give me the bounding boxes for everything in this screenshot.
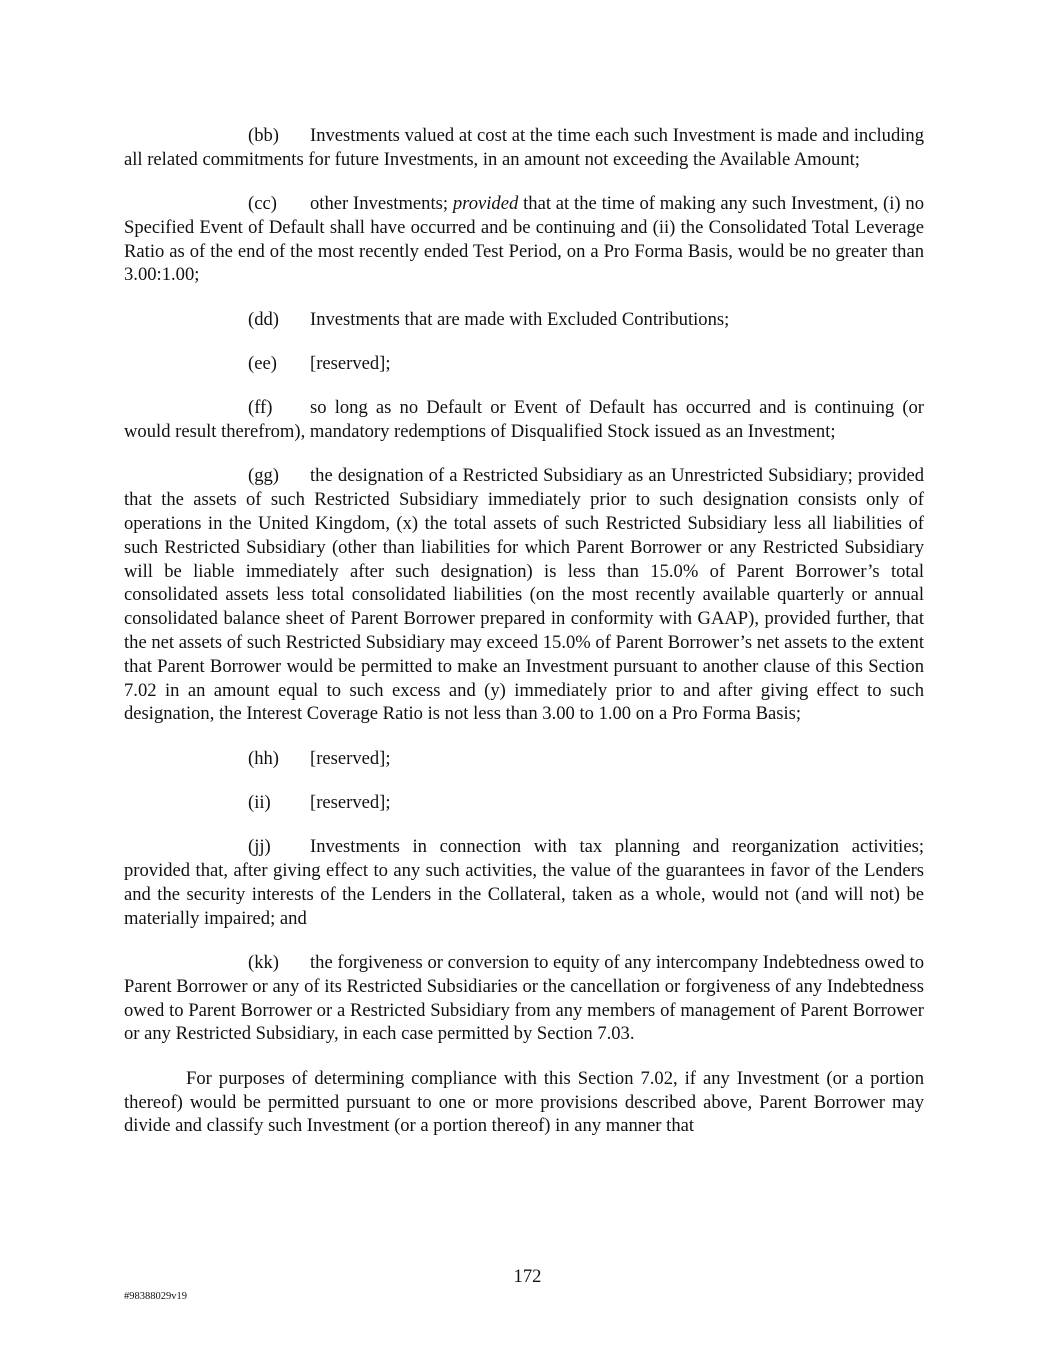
clause-gg [124,464,924,726]
clause-jj [124,835,924,930]
clause-text: Investments valued at cost at the time each such Investment is made and including all related commitments for future Investments, in an amount not exceeding the Available Amount; [124,125,924,170]
clause-bb [124,124,924,172]
clause-marker: (cc) [248,193,277,215]
clause-ii [124,791,924,815]
clause-hh [124,747,924,771]
clause-marker: (gg) [248,465,279,487]
clause-marker: (ii) [248,792,271,814]
clause-text: Investments that are made with Excluded Contributions; [310,308,730,330]
document-id: #98388029v19 [124,1291,187,1302]
clause-marker: (kk) [248,952,279,974]
final-paragraph: For purposes of determining compliance with this Section 7.02, if any Investment (or a portion thereof) would be permitted pursuant to one or more provisions described above, Parent Borrower may divide and classify such Investment (or a portion thereof) in any manner that [124,1067,924,1137]
clause-text: the designation of a Restricted Subsidiary as an Unrestricted Subsidiary; provided that the assets of such Restricted Subsidiary immediately prior to such designation consists only of operations in the United Kingdom, (x) the total assets of such Restricted Subsidiary less all liabilities of such Restricted Subsidiary (other than liabilities for which Parent Borrower or any Restricted Subsidiary will be liable immediately after such designation) is less than 15.0% of Parent Borrower’s total consolidated assets less total consolidated liabilities (on the most recently available quarterly or annual consolidated balance sheet of Parent Borrower prepared in conformity with GAAP), provided further, that the net assets of such Restricted Subsidiary may exceed 15.0% of Parent Borrower’s net assets to the extent that Parent Borrower would be permitted to make an Investment pursuant to another clause of this Section 7.02 in an amount equal to such excess and (y) immediately prior to and after giving effect to such designation, the Interest Coverage Ratio is not less than 3.00 to 1.00 on a Pro Forma Basis; [124,465,925,725]
clause-dd [124,308,924,332]
clause-text: [reserved]; [310,792,391,814]
clause-marker: (jj) [248,836,271,858]
clause-emphasis: provided [452,193,519,215]
clause-ff [124,396,924,444]
clause-cc [124,192,924,287]
clause-text: Investments in connection with tax planning and reorganization activities; provided that, after giving effect to any such activities, the value of the guarantees in favor of the Lenders and the security interests of the Lenders in the Collateral, taken as a whole, would not (and will not) be materially impaired; and [124,836,924,929]
clause-marker: (ff) [248,397,273,419]
clause-text: other Investments; [310,193,453,215]
clause-marker: (hh) [248,747,279,769]
clause-text: the forgiveness or conversion to equity of any intercompany Indebtedness owed to Parent Borrower or any of its Restricted Subsidiaries or the cancellation or forgiveness of any Indebtedness owed to Parent Borrower or a Restricted Subsidiary from any members of management of Parent Borrower or any Restricted Subsidiary, in each case permitted by Section 7.03. [124,952,924,1045]
clause-marker: (dd) [248,308,279,330]
clause-text: [reserved]; [310,353,391,375]
clause-marker: (ee) [248,353,277,375]
document-body [124,124,924,1138]
clause-ee [124,352,924,376]
page-number: 172 [513,1266,542,1287]
clause-text: so long as no Default or Event of Default has occurred and is continuing (or would result therefrom), mandatory redemptions of Disqualified Stock issued as an Investment; [124,397,924,443]
clause-text: [reserved]; [310,747,391,769]
clause-marker: (bb) [248,125,279,146]
clause-text: that at the time of making any such Investment, (i) no Specified Event of Default shall have occurred and be continuing and (ii) the Consolidated Total Leverage Ratio as of the end of the most recently ended Test Period, on a Pro Forma Basis, would be no greater than 3.00:1.00; [124,193,924,286]
clause-kk [124,951,924,1046]
